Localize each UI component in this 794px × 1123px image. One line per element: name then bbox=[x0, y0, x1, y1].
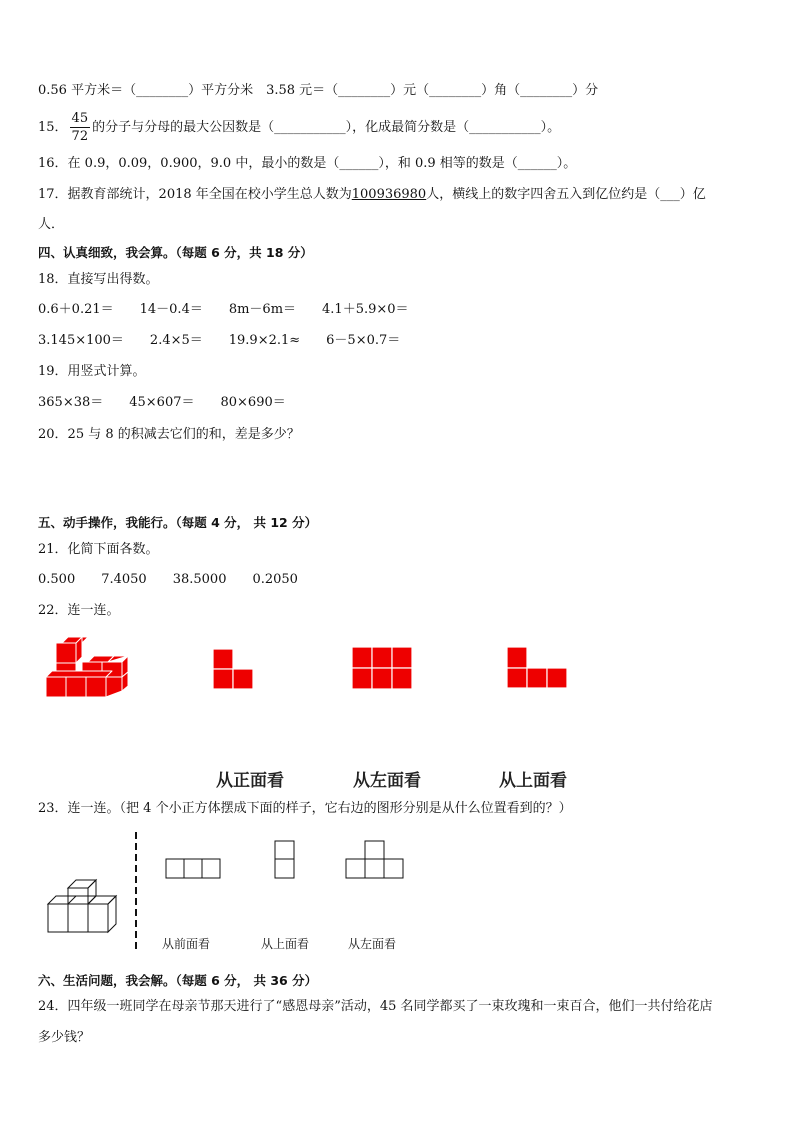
q17-line: 17．据教育部统计，2018 年全国在校小学生总人数为100936980人，横线上的数字四舍五入到亿位约是（___）亿 bbox=[38, 187, 706, 202]
caption-front: 从前面看 bbox=[162, 937, 211, 951]
section-5-heading: 五、动手操作，我能行。（每题 4 分， 共 12 分） bbox=[38, 515, 318, 530]
caption-front-view: 从正面看 bbox=[216, 771, 284, 791]
caption-left: 从左面看 bbox=[348, 937, 397, 951]
caption-top: 从上面看 bbox=[261, 937, 310, 951]
red-cube-3d-figure bbox=[44, 634, 128, 698]
outline-view-1x3 bbox=[165, 858, 223, 880]
q22-line: 22．连一连。 bbox=[38, 603, 120, 618]
q20-line: 20．25 与 8 的积减去它们的和，差是多少？ bbox=[38, 427, 300, 442]
q21-line: 21．化简下面各数。 bbox=[38, 542, 159, 557]
q16-line: 16．在 0.9，0.09，0.900，9.0 中，最小的数是（______），和 0.9 相等的数是（______）。 bbox=[38, 156, 577, 171]
q21-row: 0.500 7.4050 38.5000 0.2050 bbox=[38, 572, 298, 587]
q24-line: 24．四年级一班同学在母亲节那天进行了“感恩母亲”活动，45 名同学都买了一束玫瑰和一束百合，他们一共付给花店 bbox=[38, 999, 713, 1014]
q17-line-2: 人． bbox=[38, 217, 65, 232]
q18-line: 18．直接写出得数。 bbox=[38, 272, 159, 287]
red-view-2x3 bbox=[351, 646, 413, 690]
caption-left-view: 从左面看 bbox=[353, 771, 421, 791]
cube-3d-outline-figure bbox=[44, 878, 124, 936]
q18-row-1: 0.6＋0.21＝ 14－0.4＝ 8m－6m＝ 4.1＋5.9×0＝ bbox=[38, 302, 409, 317]
dashed-divider bbox=[134, 832, 138, 952]
red-view-l-shape bbox=[212, 648, 256, 690]
red-view-long-l bbox=[506, 646, 570, 690]
fraction-45-72: $\frac{45}{72}$ bbox=[71, 111, 89, 144]
outline-view-t-shape bbox=[345, 840, 407, 880]
q24-line-2: 多少钱？ bbox=[38, 1030, 91, 1045]
q14-line: 0.56 平方米＝（________）平方分米 3.58 元＝（________）元（________）角（________）分 bbox=[38, 83, 599, 98]
q19-row: 365×38＝ 45×607＝ 80×690＝ bbox=[38, 395, 286, 410]
outline-view-2x1 bbox=[274, 840, 296, 880]
q15-line: 15． $\frac{45}{72}$ 的分子与分母的最大公因数是（___________），化成最简分数是（___________）。 bbox=[38, 111, 561, 144]
underlined-number: 100936980 bbox=[351, 187, 427, 202]
section-6-heading: 六、生活问题，我会解。（每题 6 分， 共 36 分） bbox=[38, 973, 318, 988]
q19-line: 19．用竖式计算。 bbox=[38, 364, 146, 379]
section-4-heading: 四、认真细致，我会算。（每题 6 分，共 18 分） bbox=[38, 245, 313, 260]
q23-line: 23．连一连。（把 4 个小正方体摆成下面的样子，它右边的图形分别是从什么位置看到的？） bbox=[38, 801, 572, 816]
caption-top-view: 从上面看 bbox=[499, 771, 567, 791]
q18-row-2: 3.145×100＝ 2.4×5＝ 19.9×2.1≈ 6－5×0.7＝ bbox=[38, 333, 401, 348]
